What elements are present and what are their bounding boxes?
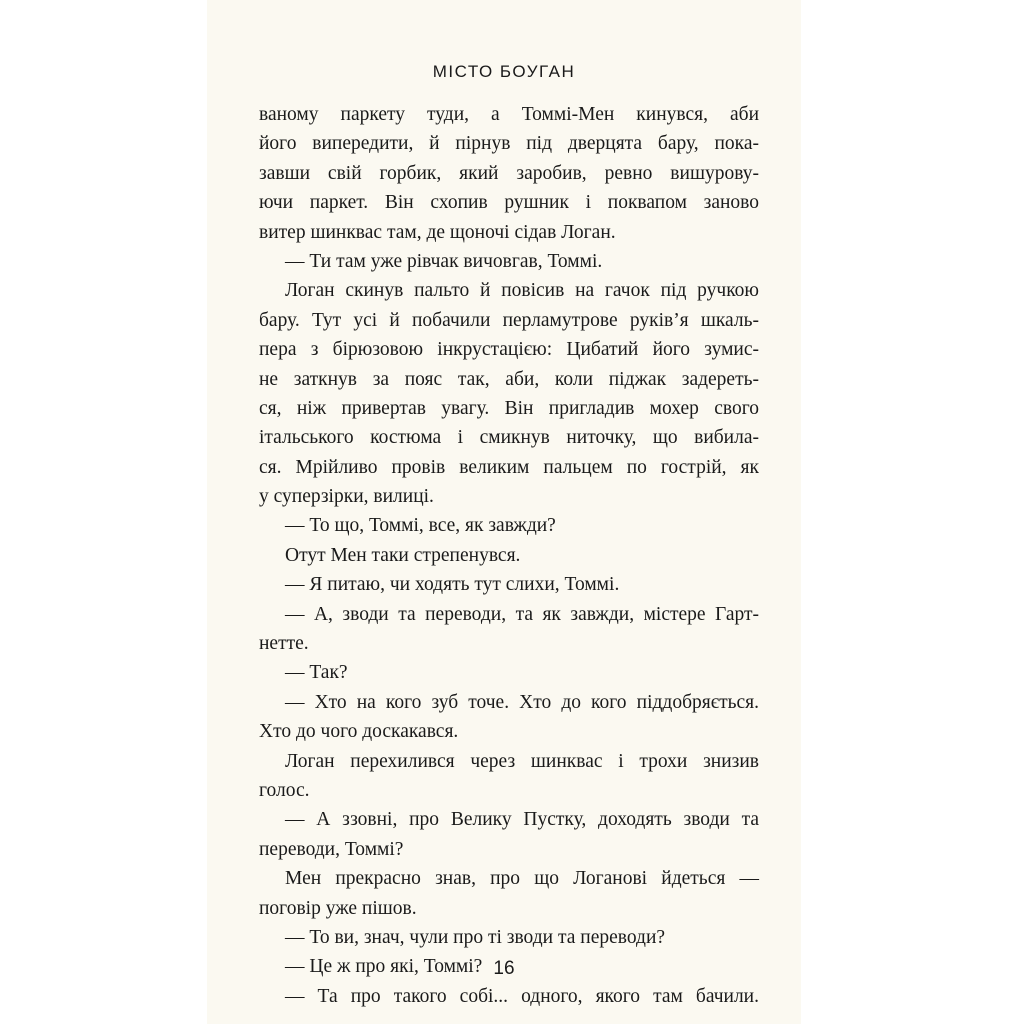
- text-line: його випередити, й пірнув під дверцята бару, пока-: [259, 133, 759, 155]
- text-line: — Це ж про які, Томмі?: [285, 956, 483, 978]
- text-line: — То ви, знач, чули про ті зводи та переводи?: [285, 926, 666, 948]
- text-line: Мен прекрасно знав, про що Логанові йдеться —: [285, 868, 759, 890]
- text-line: — То що, Томмі, все, як завжди?: [285, 515, 556, 537]
- text-line: нетте.: [259, 633, 309, 655]
- text-line: Хто до чого доскакався.: [259, 721, 459, 743]
- text-line: Логан скинув пальто й повісив на гачок під ручкою: [285, 280, 759, 302]
- text-line: ваному паркету туди, а Томмі-Мен кинувся, аби: [259, 104, 759, 125]
- text-line: у суперзірки, вилиці.: [259, 486, 434, 508]
- book-page: [207, 0, 801, 1024]
- text-line: — Та про такого собі... одного, якого там бачили.: [285, 985, 759, 1007]
- running-head: МІСТО БОУГАН: [432, 62, 576, 81]
- text-line: пера з бірюзовою інкрустацією: Цибатий його зумис-: [259, 339, 759, 361]
- body-text: [259, 100, 759, 1011]
- text-line: ючи паркет. Він схопив рушник і поквапом заново: [259, 192, 759, 214]
- text-line: — А ззовні, про Велику Пустку, доходять зводи та: [285, 809, 759, 831]
- text-line: — Так?: [285, 662, 348, 684]
- text-line: ся, ніж привертав увагу. Він пригладив мохер свого: [259, 397, 759, 419]
- text-line: ся. Мрійливо провів великим пальцем по гострій, як: [259, 456, 759, 478]
- text-line: бару. Тут усі й побачили перламутрове руків’я шкаль-: [259, 309, 759, 331]
- text-line: поговір уже пішов.: [259, 897, 417, 919]
- text-line: витер шинквас там, де щоночі сідав Логан.: [259, 221, 616, 243]
- text-line: переводи, Томмі?: [259, 838, 404, 860]
- text-line: не заткнув за пояс так, аби, коли піджак задереть-: [259, 368, 759, 390]
- text-line: голос.: [259, 779, 310, 801]
- text-line: італьського костюма і смикнув ниточку, що вибила-: [259, 427, 759, 449]
- text-line: — А, зводи та переводи, та як завжди, містере Гарт-: [285, 603, 759, 625]
- text-line: — Ти там уже рівчак вичовгав, Томмі.: [285, 250, 603, 272]
- text-line: Отут Мен таки стрепенувся.: [285, 544, 521, 566]
- text-line: — Хто на кого зуб точе. Хто до кого піддобряється.: [285, 691, 759, 713]
- page-number: 16: [493, 958, 515, 979]
- text-line: Логан перехилився через шинквас і трохи знизив: [285, 750, 759, 772]
- text-line: — Я питаю, чи ходять тут слихи, Томмі.: [285, 574, 620, 596]
- text-line: завши свій горбик, який заробив, ревно вишурову-: [259, 162, 759, 184]
